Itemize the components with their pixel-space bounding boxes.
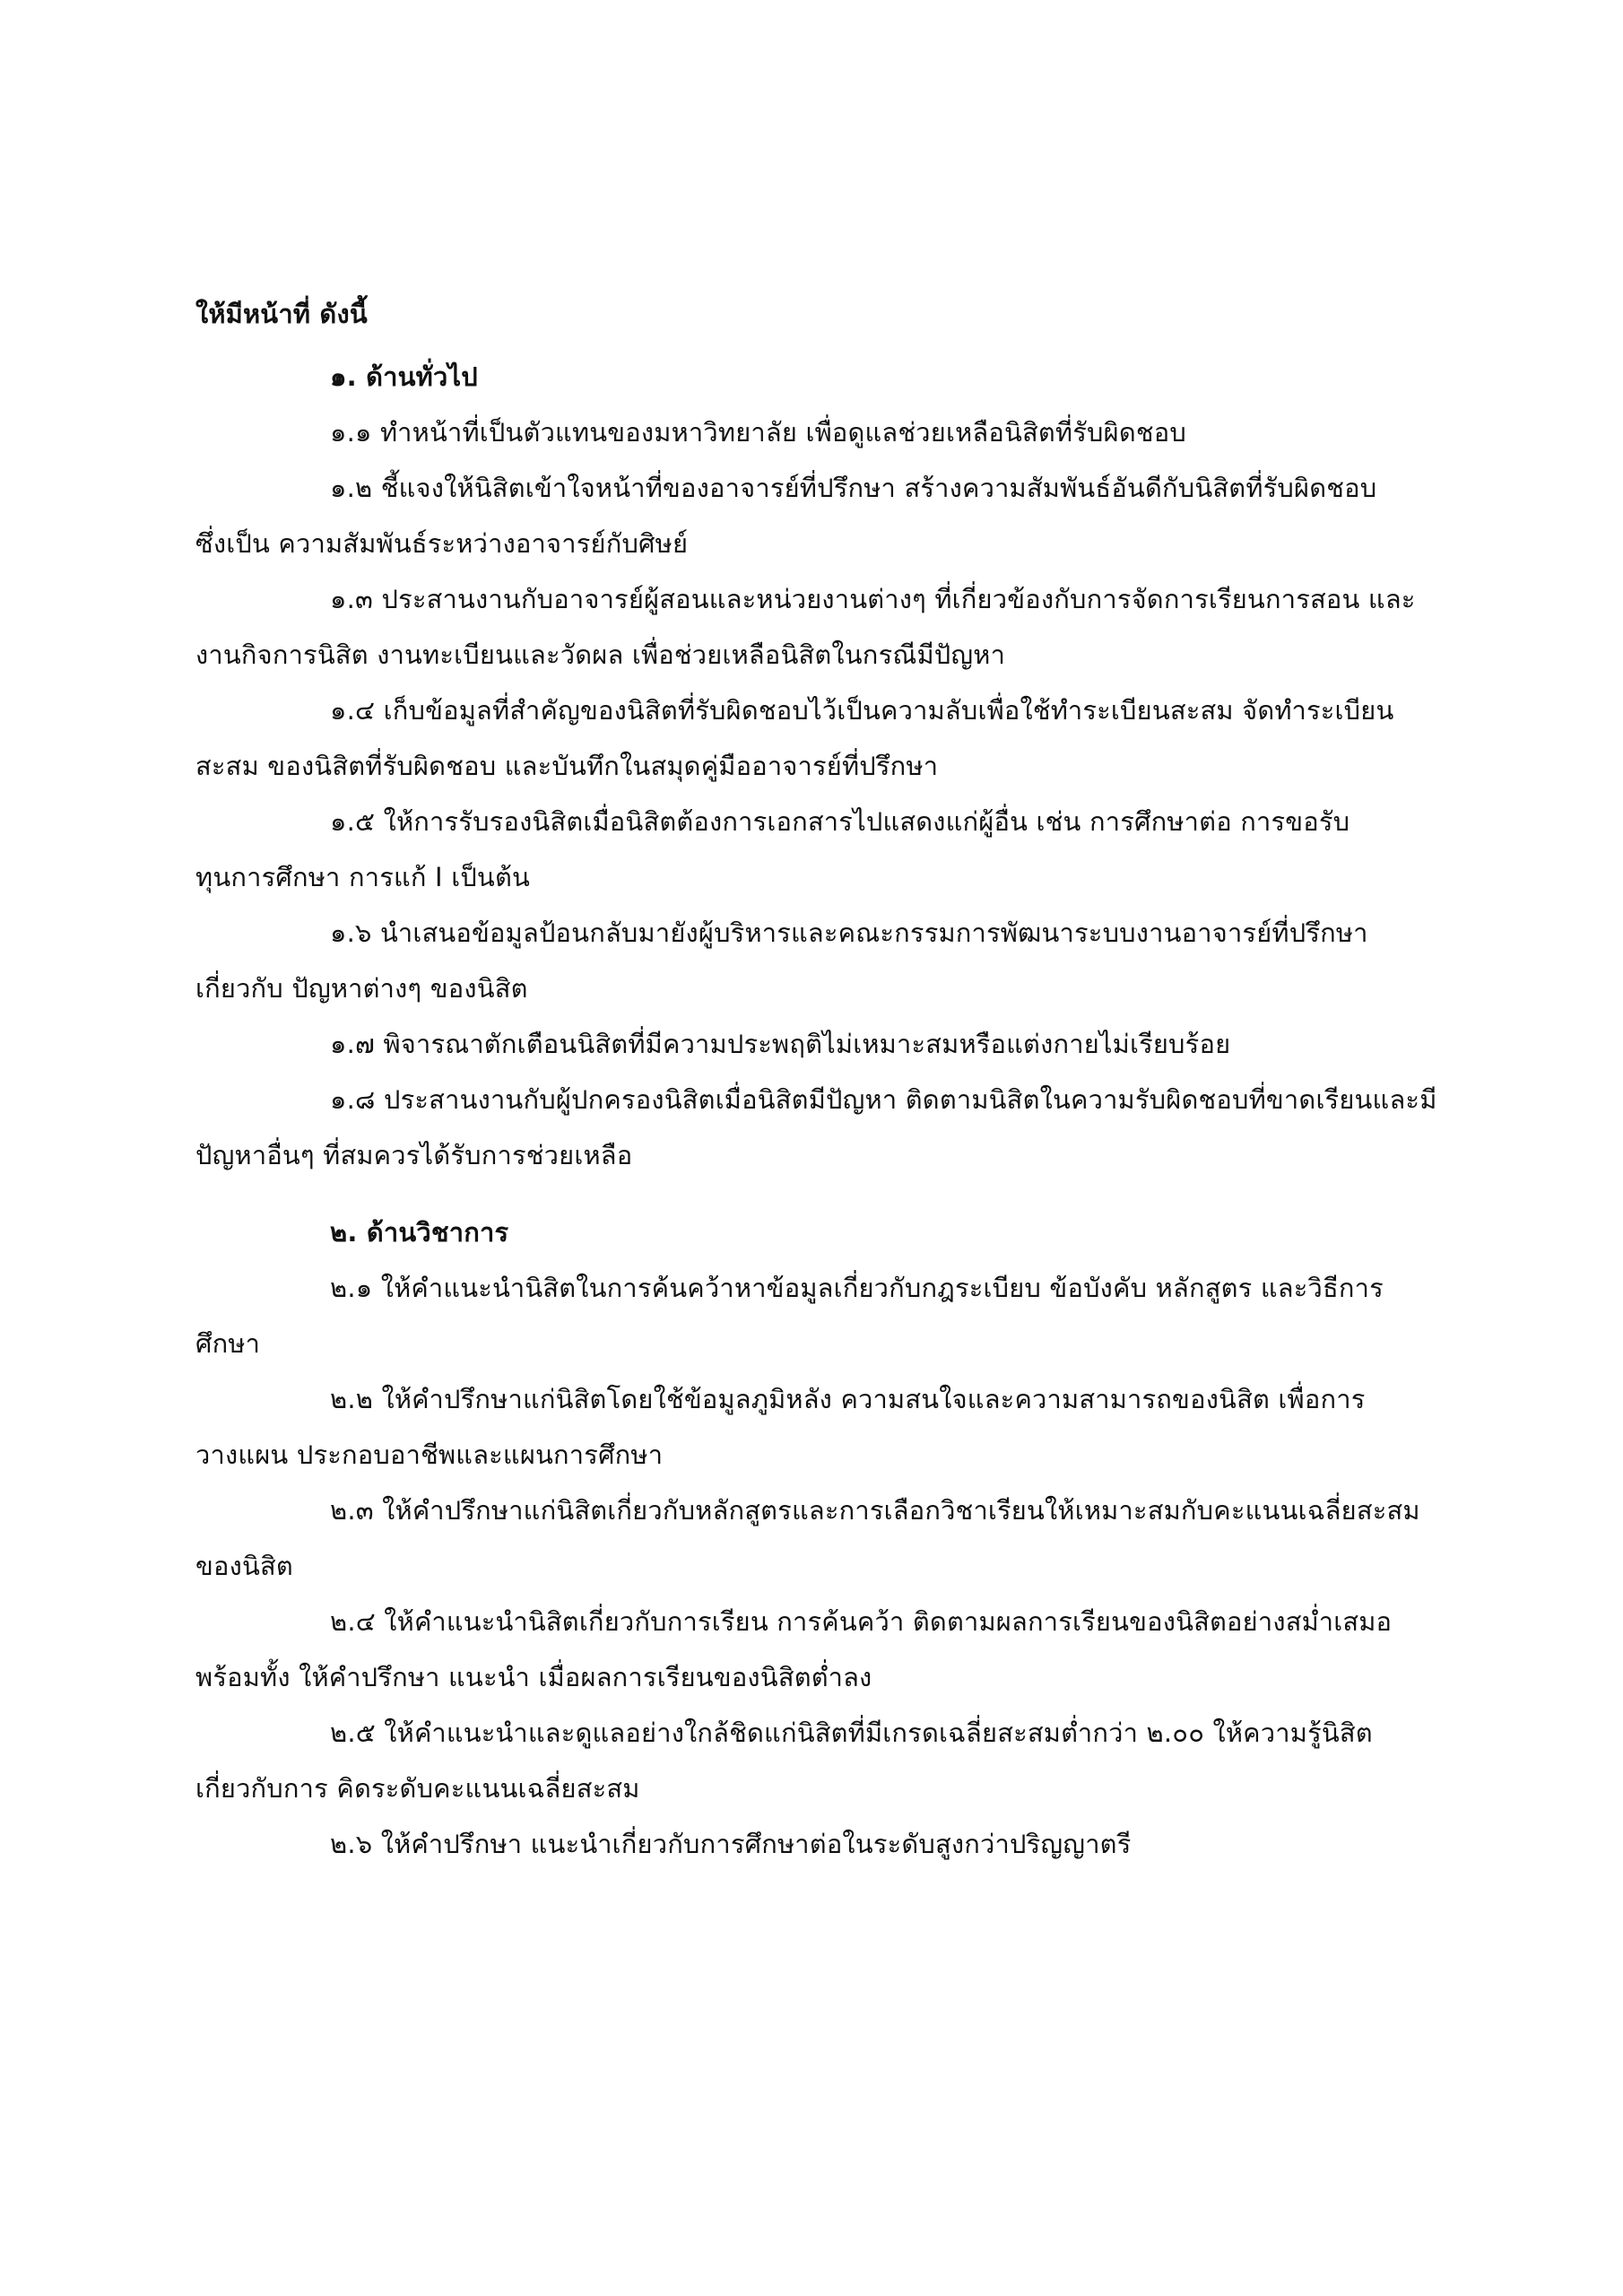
intro-heading: ให้มีหน้าที่ ดังนี้ <box>195 299 368 329</box>
item-2-3-line-2: ของนิสิต <box>195 1551 293 1581</box>
item-2-1-line-2: ศึกษา <box>195 1328 261 1359</box>
item-1-8-line-2: ปัญหาอื่นๆ ที่สมควรได้รับการช่วยเหลือ <box>195 1140 633 1170</box>
item-1-5-line-2: ทุนการศึกษา การแก้ I เป็นต้น <box>195 862 531 892</box>
item-1-6-line-2: เกี่ยวกับ ปัญหาต่างๆ ของนิสิต <box>195 973 528 1004</box>
item-1-2-line-2: ซึ่งเป็น ความสัมพันธ์ระหว่างอาจารย์กับศิษย์ <box>195 528 689 559</box>
item-2-6-line-1: ๒.๖ ให้คำปรึกษา แนะนำเกี่ยวกับการศึกษาต่อในระดับสูงกว่าปริญญาตรี <box>330 1829 1132 1859</box>
item-2-5-line-2: เกี่ยวกับการ คิดระดับคะแนนเฉลี่ยสะสม <box>195 1773 640 1804</box>
item-2-3-line-1: ๒.๓ ให้คำปรึกษาแก่นิสิตเกี่ยวกับหลักสูตรและการเลือกวิชาเรียนให้เหมาะสมกับคะแนนเฉลี่ยสะสม <box>330 1495 1420 1526</box>
item-1-3-line-2: งานกิจการนิสิต งานทะเบียนและวัดผล เพื่อช่วยเหลือนิสิตในกรณีมีปัญหา <box>195 639 1006 670</box>
item-1-2-line-1: ๑.๒ ชี้แจงให้นิสิตเข้าใจหน้าที่ของอาจารย์ที่ปรึกษา สร้างความสัมพันธ์อันดีกับนิสิตที่รับผิดชอบ <box>330 473 1377 503</box>
section-1-heading: ๑. ด้านทั่วไป <box>330 361 478 392</box>
item-1-6-line-1: ๑.๖ นำเสนอข้อมูลป้อนกลับมายังผู้บริหารและคณะกรรมการพัฒนาระบบงานอาจารย์ที่ปรึกษา <box>330 918 1368 948</box>
item-1-7-line-1: ๑.๗ พิจารณาตักเตือนนิสิตที่มีความประพฤติไม่เหมาะสมหรือแต่งกายไม่เรียบร้อย <box>330 1029 1231 1059</box>
section-2-heading: ๒. ด้านวิชาการ <box>330 1217 509 1248</box>
item-2-4-line-1: ๒.๔ ให้คำแนะนำนิสิตเกี่ยวกับการเรียน การค้นคว้า ติดตามผลการเรียนของนิสิตอย่างสม่ำเสมอ <box>330 1606 1393 1637</box>
item-2-2-line-1: ๒.๒ ให้คำปรึกษาแก่นิสิตโดยใช้ข้อมูลภูมิหลัง ความสนใจและความสามารถของนิสิต เพื่อการ <box>330 1384 1366 1414</box>
item-2-1-line-1: ๒.๑ ให้คำแนะนำนิสิตในการค้นคว้าหาข้อมูลเกี่ยวกับกฎระเบียบ ข้อบังคับ หลักสูตร และวิธีการ <box>330 1273 1384 1303</box>
item-1-1-line-1: ๑.๑ ทำหน้าที่เป็นตัวแทนของมหาวิทยาลัย เพื่อดูแลช่วยเหลือนิสิตที่รับผิดชอบ <box>330 417 1186 448</box>
item-1-4-line-1: ๑.๔ เก็บข้อมูลที่สำคัญของนิสิตที่รับผิดชอบไว้เป็นความลับเพื่อใช้ทำระเบียนสะสม จัดทำระเบียน <box>330 695 1394 726</box>
item-1-5-line-1: ๑.๕ ให้การรับรองนิสิตเมื่อนิสิตต้องการเอกสารไปแสดงแก่ผู้อื่น เช่น การศึกษาต่อ การขอรับ <box>330 806 1350 837</box>
item-2-4-line-2: พร้อมทั้ง ให้คำปรึกษา แนะนำ เมื่อผลการเรียนของนิสิตต่ำลง <box>195 1662 872 1692</box>
item-2-2-line-2: วางแผน ประกอบอาชีพและแผนการศึกษา <box>195 1439 664 1470</box>
item-1-3-line-1: ๑.๓ ประสานงานกับอาจารย์ผู้สอนและหน่วยงานต่างๆ ที่เกี่ยวข้องกับการจัดการเรียนการสอน และ <box>330 584 1416 614</box>
item-1-8-line-1: ๑.๘ ประสานงานกับผู้ปกครองนิสิตเมื่อนิสิตมีปัญหา ติดตามนิสิตในความรับผิดชอบที่ขาดเรียนและมี <box>330 1084 1437 1115</box>
item-1-4-line-2: สะสม ของนิสิตที่รับผิดชอบ และบันทึกในสมุดคู่มืออาจารย์ที่ปรึกษา <box>195 751 939 781</box>
item-2-5-line-1: ๒.๕ ให้คำแนะนำและดูแลอย่างใกล้ชิดแก่นิสิตที่มีเกรดเฉลี่ยสะสมต่ำกว่า ๒.๐๐ ให้ความรู้นิสิต <box>330 1718 1373 1748</box>
